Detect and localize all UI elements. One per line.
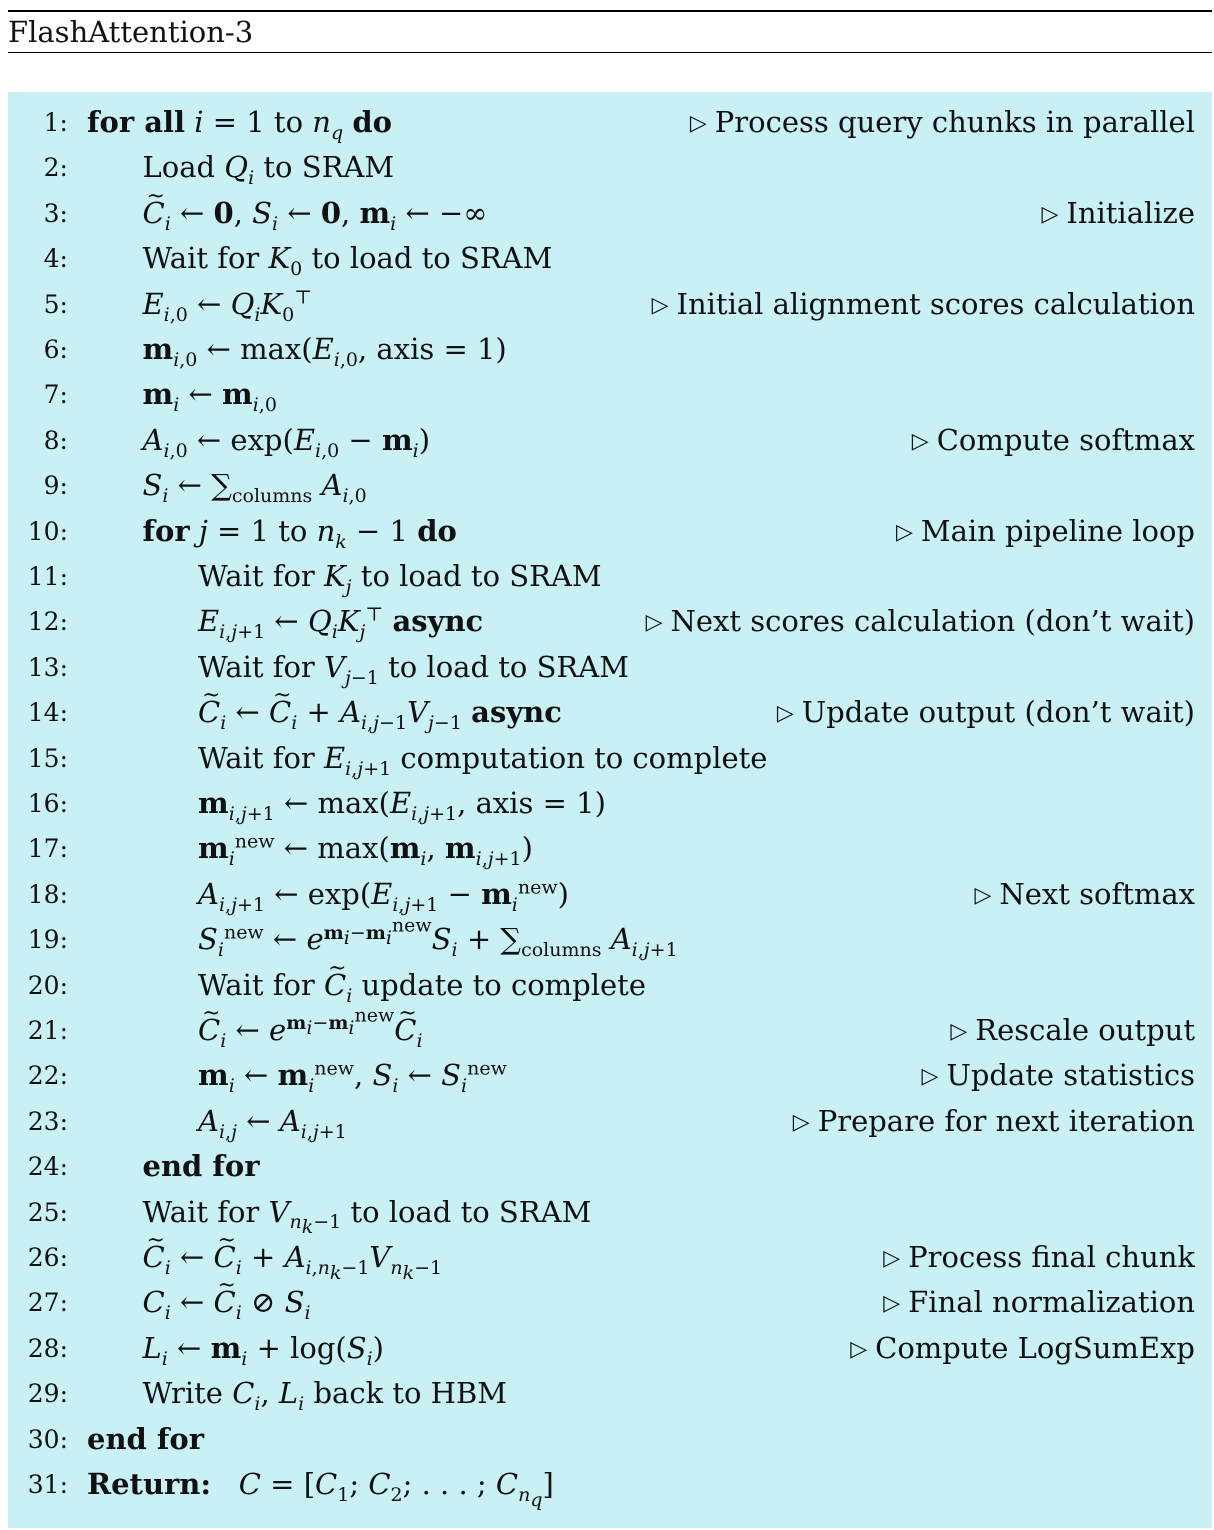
line-number: 6: (43, 335, 68, 364)
line-number: 14: (27, 698, 68, 728)
line-comment (793, 1099, 1195, 1147)
algorithm-line (8, 100, 1212, 145)
comment-triangle-icon: ▷ (883, 1246, 901, 1271)
line-comment (850, 1326, 1195, 1374)
line-code: $S_i^{new}$ ← $e^{m_i-m_i^{new}}S_i + \sum_{columns}$ $A_{i,j+1}$ (198, 914, 678, 961)
line-comment (777, 690, 1195, 738)
algorithm-line (8, 1417, 1212, 1462)
line-number: 22: (27, 1061, 68, 1091)
comment-triangle-icon: ▷ (950, 1019, 968, 1044)
algorithm-line (8, 1280, 1212, 1325)
algorithm-line (8, 1099, 1212, 1144)
algorithm-caption: FlashAttention-3 (8, 15, 254, 49)
line-number: 28: (27, 1333, 68, 1363)
line-code: for all i = 1 to $n_q$ do (87, 105, 392, 144)
line-comment (646, 599, 1195, 647)
algorithm-line (8, 1190, 1212, 1239)
algorithm-line (8, 736, 1212, 781)
algorithm-line (8, 826, 1212, 871)
comment-triangle-icon: ▷ (850, 1336, 868, 1362)
line-comment (921, 1053, 1195, 1101)
algorithm-line (8, 914, 1212, 962)
algorithm-line (8, 554, 1212, 599)
comment-triangle-icon: ▷ (776, 701, 794, 727)
line-number: 30: (27, 1424, 68, 1454)
algorithm-line (8, 145, 1212, 190)
line-comment (950, 1008, 1195, 1056)
line-code: end for (87, 1421, 205, 1456)
line-number: 31: (27, 1470, 68, 1499)
comment-triangle-icon: ▷ (895, 519, 913, 545)
algorithm-line (8, 191, 1212, 236)
line-number: 29: (27, 1379, 68, 1409)
line-number: 7: (43, 380, 68, 410)
line-number: 24: (27, 1152, 68, 1182)
comment-text: Process final chunk (908, 1240, 1195, 1274)
comment-text: Compute LogSumExp (875, 1330, 1195, 1365)
comment-text: Next softmax (999, 876, 1195, 911)
line-code: Wait for $E_{i,j+1}$ computation to complete (198, 740, 768, 780)
line-number: 25: (27, 1197, 68, 1227)
top-rule (8, 10, 1212, 12)
comment-text: Compute softmax (936, 422, 1195, 457)
comment-text: Initial alignment scores calculation (676, 286, 1195, 321)
line-number: 2: (43, 153, 68, 183)
line-code: $m_i^{new}$ ← $\max(m_i$, $m_{i,j+1}$) (198, 830, 533, 871)
comment-triangle-icon: ▷ (883, 1291, 901, 1317)
algorithm-line (8, 781, 1212, 826)
comment-text: Update output (don’t wait) (801, 695, 1195, 730)
algorithm-line (8, 1144, 1212, 1189)
line-code: Load $Q_i$ to SRAM (142, 150, 395, 190)
line-number: 20: (27, 970, 68, 1000)
algorithm-line (8, 327, 1212, 372)
line-number: 9: (43, 471, 68, 501)
line-code: ~ $C_i$ ← $e^{m_i-m_i^{new}}\sim$ $C_i$ (198, 1008, 423, 1053)
line-number: 13: (27, 652, 68, 682)
line-code: ~ $C_i$ ← ~ $C_i + A_{i,n_k-1}V_{n_k-1}$ (143, 1235, 443, 1280)
comment-triangle-icon: ▷ (1041, 201, 1059, 227)
comment-triangle-icon: ▷ (792, 1109, 810, 1135)
comment-text: Main pipeline loop (920, 513, 1195, 548)
line-comment (974, 872, 1195, 920)
line-code: $A_{i,j+1}$ ← $\exp(E_{i,j+1} - m_i^{new})$ (198, 876, 569, 916)
line-number: 27: (27, 1288, 68, 1318)
algorithm-line (8, 463, 1212, 508)
line-code: ~ $C_i$ ← 0, $S_i$ ← 0, $m_i$ ← −∞ (143, 191, 488, 236)
line-code: $m_{i,j+1}$ ← $\max(E_{i,j+1}$, axis = 1) (198, 786, 606, 825)
line-code: Wait for $K_0$ to load to SRAM (142, 241, 553, 280)
line-code: end for (142, 1149, 260, 1184)
line-number: 19: (27, 925, 68, 955)
comment-text: Initialize (1066, 195, 1195, 230)
line-code: Return: $C = [C_1$; $C_2$; . . . ; $C_{n_q}$] (87, 1467, 554, 1511)
comment-text: Update statistics (946, 1058, 1195, 1093)
algorithm-line (8, 1053, 1212, 1098)
line-code: Wait for $V_{j-1}$ to load to SRAM (198, 649, 629, 689)
line-number: 21: (27, 1016, 68, 1045)
line-code: $E_{i,j+1}$ ← $Q_iK_j^⊤$ async (198, 603, 484, 644)
line-comment (883, 1280, 1195, 1328)
comment-triangle-icon: ▷ (689, 111, 707, 136)
line-comment (1041, 191, 1195, 239)
algorithm-line (8, 690, 1212, 735)
line-code: $m_{i,0}$ ← $\max(E_{i,0}$, axis = 1) (142, 332, 507, 371)
line-number: 18: (27, 879, 68, 909)
line-code: $A_{i,0}$ ← $\exp(E_{i,0} - m_i)$ (142, 422, 431, 462)
caption-rule (8, 52, 1212, 53)
line-number: 12: (27, 607, 68, 637)
line-comment (896, 509, 1195, 557)
line-code: Write $C_i$, $L_i$ back to HBM (142, 1376, 507, 1415)
line-number: 10: (27, 516, 68, 546)
algorithm-line (8, 1462, 1212, 1511)
comment-text: Final normalization (908, 1285, 1195, 1320)
comment-triangle-icon: ▷ (645, 610, 663, 636)
algorithm-line (8, 418, 1212, 463)
algorithm-box (8, 92, 1212, 1528)
line-code: for j = 1 to $n_k - 1$ do (142, 513, 457, 553)
line-code: $L_i$ ← $m_i + \log(S_i)$ (142, 1330, 384, 1370)
algorithm-line (8, 599, 1212, 644)
line-code: $A_{i,j}$ ← $A_{i,j+1}$ (198, 1103, 347, 1143)
algorithm-line (8, 963, 1212, 1008)
line-number: 8: (43, 425, 68, 455)
algorithm-line (8, 1235, 1212, 1284)
line-number: 5: (43, 289, 68, 319)
comment-triangle-icon: ▷ (651, 292, 669, 318)
line-code: $E_{i,0}$ ← $Q_iK_0^⊤$ (142, 285, 313, 326)
line-comment (690, 100, 1195, 148)
algorithm-line (8, 1005, 1212, 1053)
comment-triangle-icon: ▷ (921, 1064, 939, 1090)
comment-triangle-icon: ▷ (911, 428, 929, 454)
line-number: 26: (27, 1243, 68, 1272)
line-code: $m_i$ ← $m_i^{new}$, $S_i$ ← $S_i^{new}$ (198, 1057, 507, 1098)
line-code: $m_i$ ← $m_{i,0}$ (142, 377, 277, 417)
algorithm-line (8, 1326, 1212, 1371)
line-code: Wait for ~ $C_i$ update to complete (198, 963, 646, 1008)
line-comment (912, 418, 1195, 466)
line-number: 1: (43, 108, 68, 137)
line-number: 23: (27, 1106, 68, 1136)
comment-text: Process query chunks in parallel (714, 105, 1195, 139)
line-number: 16: (27, 789, 68, 818)
line-comment (652, 282, 1195, 330)
line-code: $C_i$ ← ~ $C_i$ ⊘ $S_i$ (143, 1280, 311, 1325)
algorithm-line (8, 1371, 1212, 1416)
comment-text: Prepare for next iteration (817, 1103, 1195, 1138)
algorithm-line (8, 282, 1212, 327)
line-comment (883, 1235, 1195, 1283)
line-number: 17: (27, 834, 68, 864)
line-code: Wait for $K_j$ to load to SRAM (198, 559, 602, 598)
line-code: $S_i$ ← $\sum_{columns}$ $A_{i,0}$ (142, 468, 367, 507)
line-number: 15: (27, 743, 68, 773)
algorithm-line (8, 645, 1212, 690)
algorithm-line (8, 372, 1212, 417)
line-code: Wait for $V_{n_k-1}$ to load to SRAM (142, 1194, 592, 1239)
algorithm-line (8, 509, 1212, 554)
comment-text: Rescale output (975, 1013, 1195, 1047)
line-code: ~ $C_i$ ← ~ $C_i + A_{i,j-1}V_{j-1}$ async (198, 690, 562, 735)
line-number: 11: (27, 562, 68, 591)
algorithm-line (8, 872, 1212, 917)
comment-text: Next scores calculation (don’t wait) (670, 604, 1195, 639)
line-number: 4: (43, 244, 68, 274)
comment-triangle-icon: ▷ (974, 882, 992, 908)
line-number: 3: (43, 198, 68, 228)
algorithm-line (8, 236, 1212, 281)
